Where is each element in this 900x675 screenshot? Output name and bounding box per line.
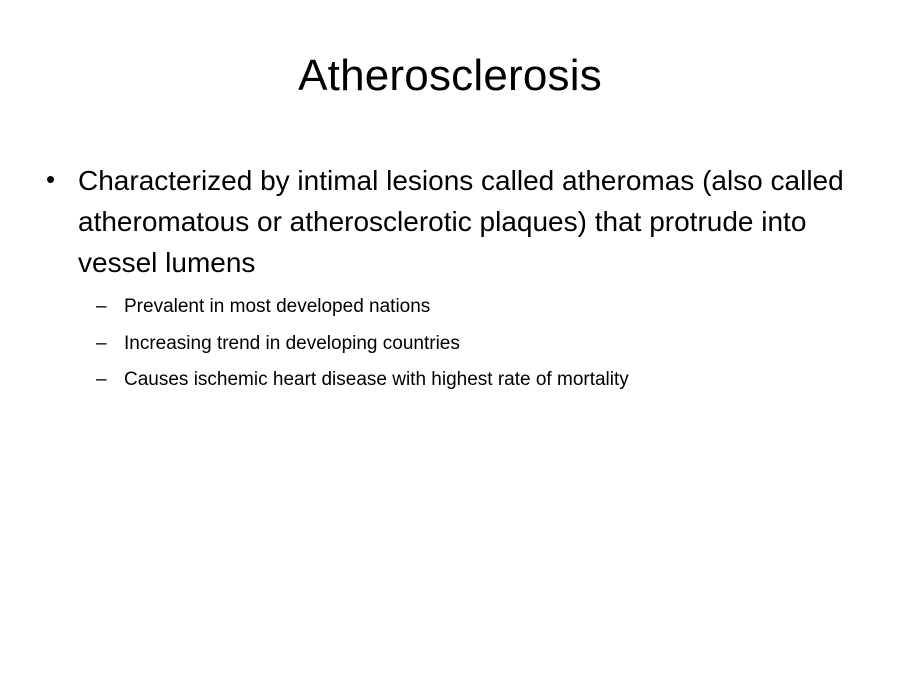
sub-bullet-list: [96, 289, 866, 397]
bullet-text: Characterized by intimal lesions called atheromas (also called atheromatous or atherosclerotic plaques) that protrude into vessel lumens: [78, 165, 844, 279]
list-item: [96, 326, 866, 362]
slide-body: [46, 160, 866, 398]
page-title: Atherosclerosis: [298, 51, 602, 100]
dash-marker-icon: –: [96, 368, 107, 390]
sub-bullet-text: Causes ischemic heart disease with highest rate of mortality: [124, 368, 629, 390]
sub-bullet-text: Increasing trend in developing countries: [124, 332, 460, 354]
bullet-marker-icon: •: [46, 164, 56, 194]
dash-marker-icon: –: [96, 332, 107, 354]
list-item: [46, 160, 866, 283]
list-item: [96, 289, 866, 325]
sub-bullet-text: Prevalent in most developed nations: [124, 296, 431, 318]
list-item: [96, 362, 866, 398]
dash-marker-icon: –: [96, 296, 107, 318]
